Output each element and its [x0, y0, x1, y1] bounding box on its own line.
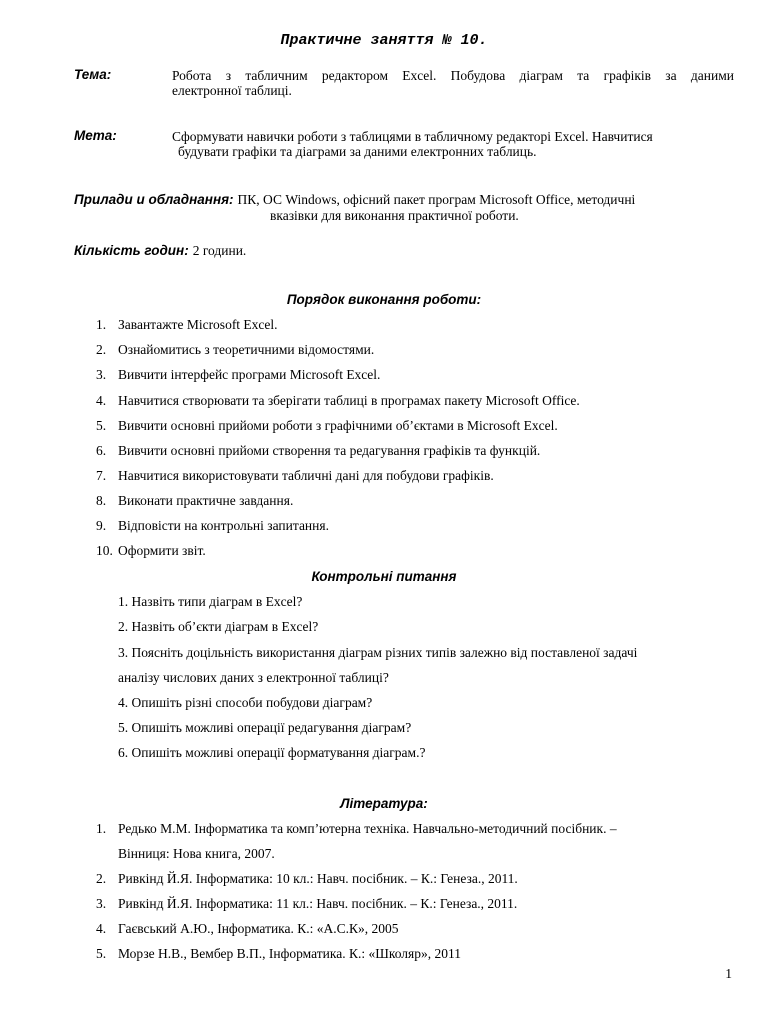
literature-item-text: Ривкінд Й.Я. Інформатика: 10 кл.: Навч. посібник. – К.: Генеза., 2011.: [118, 871, 518, 886]
procedure-item-text: Оформити звіт.: [118, 543, 206, 558]
procedure-item-text: Вивчити основні прийоми роботи з графічними об’єктами в Microsoft Excel.: [118, 418, 558, 433]
procedure-item-number: 3.: [96, 367, 107, 382]
literature-item-number: 1.: [96, 821, 107, 836]
literature-item: [96, 846, 736, 862]
literature-item-number: 5.: [96, 946, 107, 961]
literature-item: [96, 896, 736, 912]
equipment-line-1: ПК, ОС Windows, офісний пакет програм Microsoft Office, методичні: [237, 192, 636, 207]
procedure-item: [96, 443, 736, 459]
literature-item-text: Морзе Н.В., Вембер В.П., Інформатика. К.: «Школяр», 2011: [118, 946, 461, 961]
question-item: 4. Опишіть різні способи побудови діаграм?: [118, 695, 373, 710]
literature-item: [96, 946, 736, 962]
procedure-item-number: 5.: [96, 418, 107, 433]
literature-item: [96, 871, 736, 887]
procedure-item-text: Навчитися створювати та зберігати таблиці в програмах пакету Microsoft Office.: [118, 393, 580, 408]
hours-block: [74, 242, 246, 260]
procedure-item-text: Вивчити інтерфейс програми Microsoft Excel.: [118, 367, 381, 382]
procedure-item-number: 2.: [96, 342, 107, 357]
question-item: 3. Поясніть доцільність використання діаграм різних типів залежно від поставленої задачі: [118, 645, 638, 660]
procedure-item-number: 10.: [96, 543, 113, 558]
literature-heading: Література:: [340, 796, 428, 811]
procedure-item: [96, 367, 736, 383]
topic-line-2: електронної таблиці.: [172, 83, 292, 98]
question-item: 1. Назвіть типи діаграм в Excel?: [118, 594, 303, 609]
procedure-item: [96, 317, 736, 333]
procedure-item-number: 9.: [96, 518, 107, 533]
procedure-item-text: Відповісти на контрольні запитання.: [118, 518, 329, 533]
page-title: Практичне заняття № 10.: [280, 32, 488, 49]
goal-line-1: Сформувати навички роботи з таблицями в табличному редакторі Excel. Навчитися: [172, 129, 653, 144]
procedure-item-text: Навчитися використовувати табличні дані для побудови графіків.: [118, 468, 494, 483]
topic-line-1: Робота з табличним редактором Excel. Побудова діаграм та графіків за даними: [172, 68, 734, 83]
literature-item-text: Вінниця: Нова книга, 2007.: [118, 846, 275, 861]
procedure-item: [96, 468, 736, 484]
procedure-item: [96, 418, 736, 434]
literature-item-text: Гаєвський А.Ю., Інформатика. К.: «А.С.К», 2005: [118, 921, 399, 936]
procedure-item-text: Завантажте Microsoft Excel.: [118, 317, 278, 332]
question-item: 6. Опишіть можливі операції форматування діаграм.?: [118, 745, 426, 760]
literature-item-number: 3.: [96, 896, 107, 911]
procedure-item: [96, 493, 736, 509]
literature-item: [96, 921, 736, 937]
questions-heading: Контрольні питання: [311, 569, 457, 584]
topic-text: [172, 68, 734, 98]
procedure-item: [96, 518, 736, 534]
procedure-item-text: Вивчити основні прийоми створення та редагування графіків та функцій.: [118, 443, 541, 458]
goal-text: [172, 129, 734, 159]
literature-item-text: Редько М.М. Інформатика та комп’ютерна техніка. Навчально-методичний посібник. –: [118, 821, 617, 836]
procedure-item: [96, 543, 736, 559]
literature-item: [96, 821, 736, 837]
procedure-item: [96, 342, 736, 358]
literature-item-number: 2.: [96, 871, 107, 886]
question-item: 2. Назвіть об’єкти діаграм в Excel?: [118, 619, 319, 634]
procedure-item: [96, 393, 736, 409]
question-item: 5. Опишіть можливі операції редагування діаграм?: [118, 720, 412, 735]
goal-label: Мета:: [74, 128, 117, 143]
equipment-line-2: вказівки для виконання практичної роботи.: [270, 208, 519, 223]
procedure-item-number: 4.: [96, 393, 107, 408]
hours-label: Кількість годин:: [74, 243, 189, 258]
goal-line-2: будувати графіки та діаграми за даними електронних таблиць.: [178, 144, 537, 159]
procedure-item-text: Виконати практичне завдання.: [118, 493, 294, 508]
page-number: 1: [725, 966, 732, 981]
literature-item-text: Ривкінд Й.Я. Інформатика: 11 кл.: Навч. посібник. – К.: Генеза., 2011.: [118, 896, 518, 911]
procedure-item-number: 8.: [96, 493, 107, 508]
equipment-label: Прилади и обладнання:: [74, 192, 234, 207]
procedure-item-text: Ознайомитись з теоретичними відомостями.: [118, 342, 375, 357]
topic-label: Тема:: [74, 67, 112, 82]
procedure-item-number: 7.: [96, 468, 107, 483]
procedure-heading: Порядок виконання роботи:: [286, 292, 482, 307]
procedure-item-number: 6.: [96, 443, 107, 458]
literature-item-number: 4.: [96, 921, 107, 936]
equipment-block: [74, 191, 734, 209]
question-item: аналізу числових даних з електронної таблиці?: [118, 670, 389, 685]
hours-value: 2 години.: [192, 243, 247, 258]
procedure-item-number: 1.: [96, 317, 107, 332]
